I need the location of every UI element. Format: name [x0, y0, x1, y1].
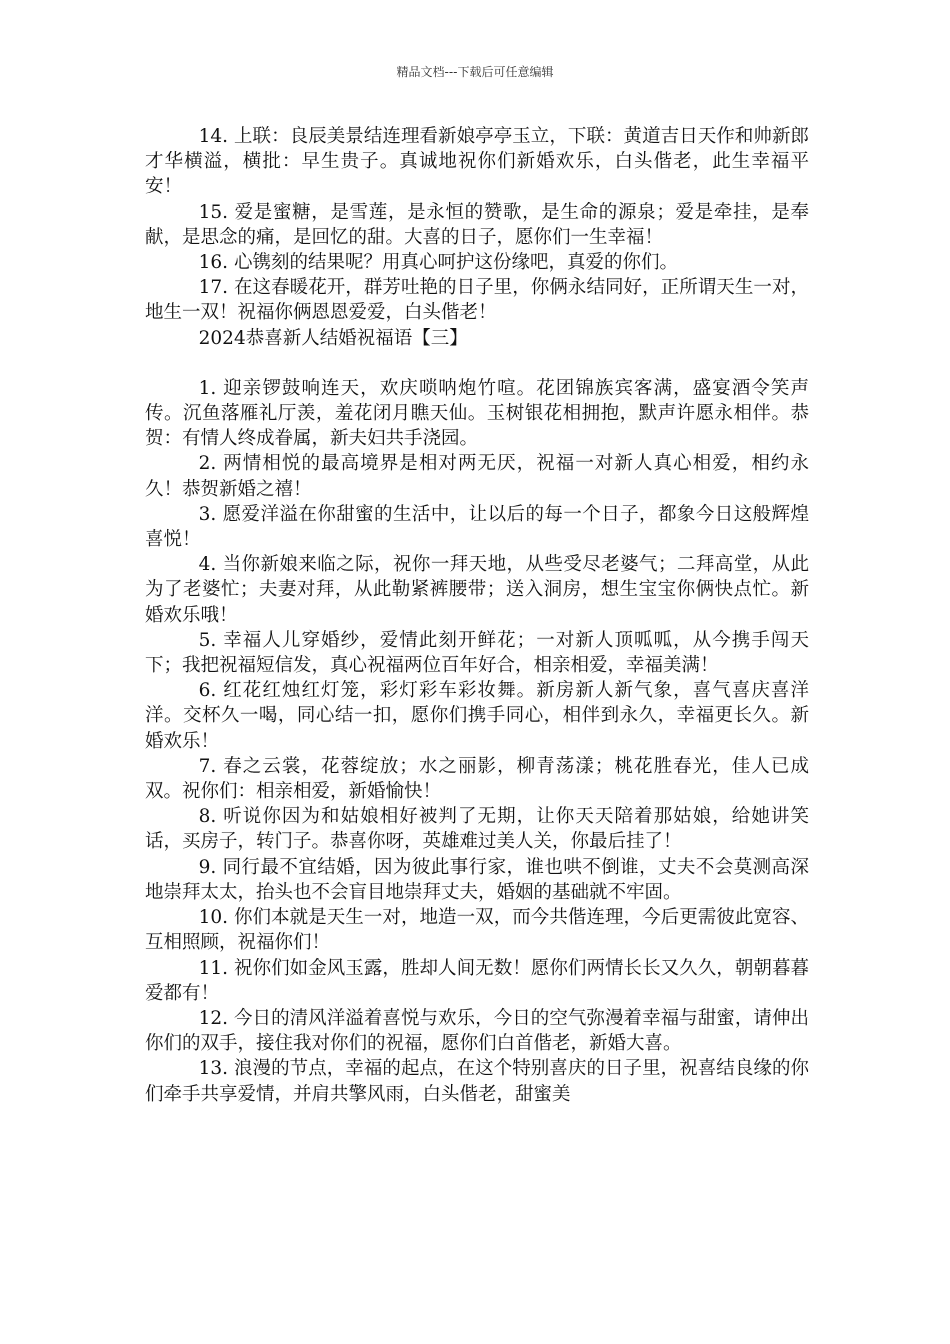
paragraph-17: 17. 在这春暖花开，群芳吐艳的日子里，你俩永结同好，正所谓天生一对，地生一双！祝福你俩恩恩爱爱，白头偕老！: [145, 277, 809, 324]
paragraph-3: 3. 愿爱洋溢在你甜蜜的生活中，让以后的每一个日子，都象今日这般辉煌喜悦！: [145, 503, 809, 551]
paragraph-1: 1. 迎亲锣鼓响连天，欢庆唢呐炮竹喧。花团锦族宾客满，盛宴酒令笑声传。沉鱼落雁礼厅羡，羞花闭月瞧天仙。玉树银花相拥抱，默声许愿永相伴。恭贺：有情人终成眷属，新夫妇共手浇园。: [145, 377, 809, 450]
paragraph-5: 5. 幸福人儿穿婚纱，爱情此刻开鲜花；一对新人顶呱呱，从今携手闯天下；我把祝福短信发，真心祝福两位百年好合，相亲相爱，幸福美满！: [145, 629, 809, 677]
paragraph-4: 4. 当你新娘来临之际，祝你一拜天地，从些受尽老婆气；二拜高堂，从此为了老婆忙；夫妻对拜，从此勒紧裤腰带；送入洞房，想生宝宝你俩快点忙。新婚欢乐哦！: [145, 554, 809, 626]
paragraph-2: 2. 两情相悦的最高境界是相对两无厌，祝福一对新人真心相爱，相约永久！恭贺新婚之禧！: [145, 453, 809, 500]
paragraph-15: 15. 爱是蜜糖，是雪莲，是永恒的赞歌，是生命的源泉；爱是牵挂，是奉献，是思念的痛，是回忆的甜。大喜的日子，愿你们一生幸福！: [145, 201, 809, 248]
paragraph-9: 9. 同行最不宜结婚，因为彼此事行家，谁也哄不倒谁，丈夫不会莫测高深地崇拜太太，抬头也不会盲目地崇拜丈夫，婚姻的基础就不牢固。: [145, 856, 809, 903]
document-body: [145, 124, 809, 1107]
paragraph-10: 10. 你们本就是天生一对，地造一双，而今共偕连理，今后更需彼此宽容、互相照顾，祝福你们！: [145, 907, 809, 954]
paragraph-14: 14. 上联：良辰美景结连理看新娘亭亭玉立，下联：黄道吉日天作和帅新郎才华横溢，横批：早生贵子。真诚地祝你们新婚欢乐，白头偕老，此生幸福平安！: [145, 126, 809, 198]
section-spacer: [145, 351, 809, 376]
paragraph-16: 16. 心镌刻的结果呢？用真心呵护这份缘吧，真爱的你们。: [198, 252, 678, 274]
paragraph-11: 11. 祝你们如金风玉露，胜却人间无数！愿你们两情长长又久久，朝朝暮暮爱都有！: [145, 957, 809, 1004]
paragraph-7: 7. 春之云裳，花蓉绽放；水之丽影，柳青荡漾；桃花胜春光，佳人已成双。祝你们：相亲相爱，新婚愉快！: [145, 755, 809, 803]
paragraph-8: 8. 听说你因为和姑娘相好被判了无期，让你天天陪着那姑娘，给她讲笑话，买房子，转门子。恭喜你呀，英雄难过美人关，你最后挂了！: [145, 806, 809, 853]
paragraph-13: 13. 浪漫的节点，幸福的起点，在这个特别喜庆的日子里，祝喜结良缘的你们牵手共享爱情，并肩共擎风雨，白头偕老，甜蜜美: [145, 1058, 809, 1105]
section-title: 2024恭喜新人结婚祝福语【三】: [198, 327, 468, 349]
page-header: 精品文档---下载后可任意编辑: [396, 65, 554, 79]
paragraph-6: 6. 红花红烛红灯笼，彩灯彩车彩妆舞。新房新人新气象，喜气喜庆喜洋洋。交杯久一喝，同心结一扣，愿你们携手同心，相伴到永久，幸福更长久。新婚欢乐！: [145, 680, 809, 752]
paragraph-12: 12. 今日的清风洋溢着喜悦与欢乐，今日的空气弥漫着幸福与甜蜜，请伸出你们的双手，接住我对你们的祝福，愿你们白首偕老，新婚大喜。: [145, 1007, 809, 1055]
